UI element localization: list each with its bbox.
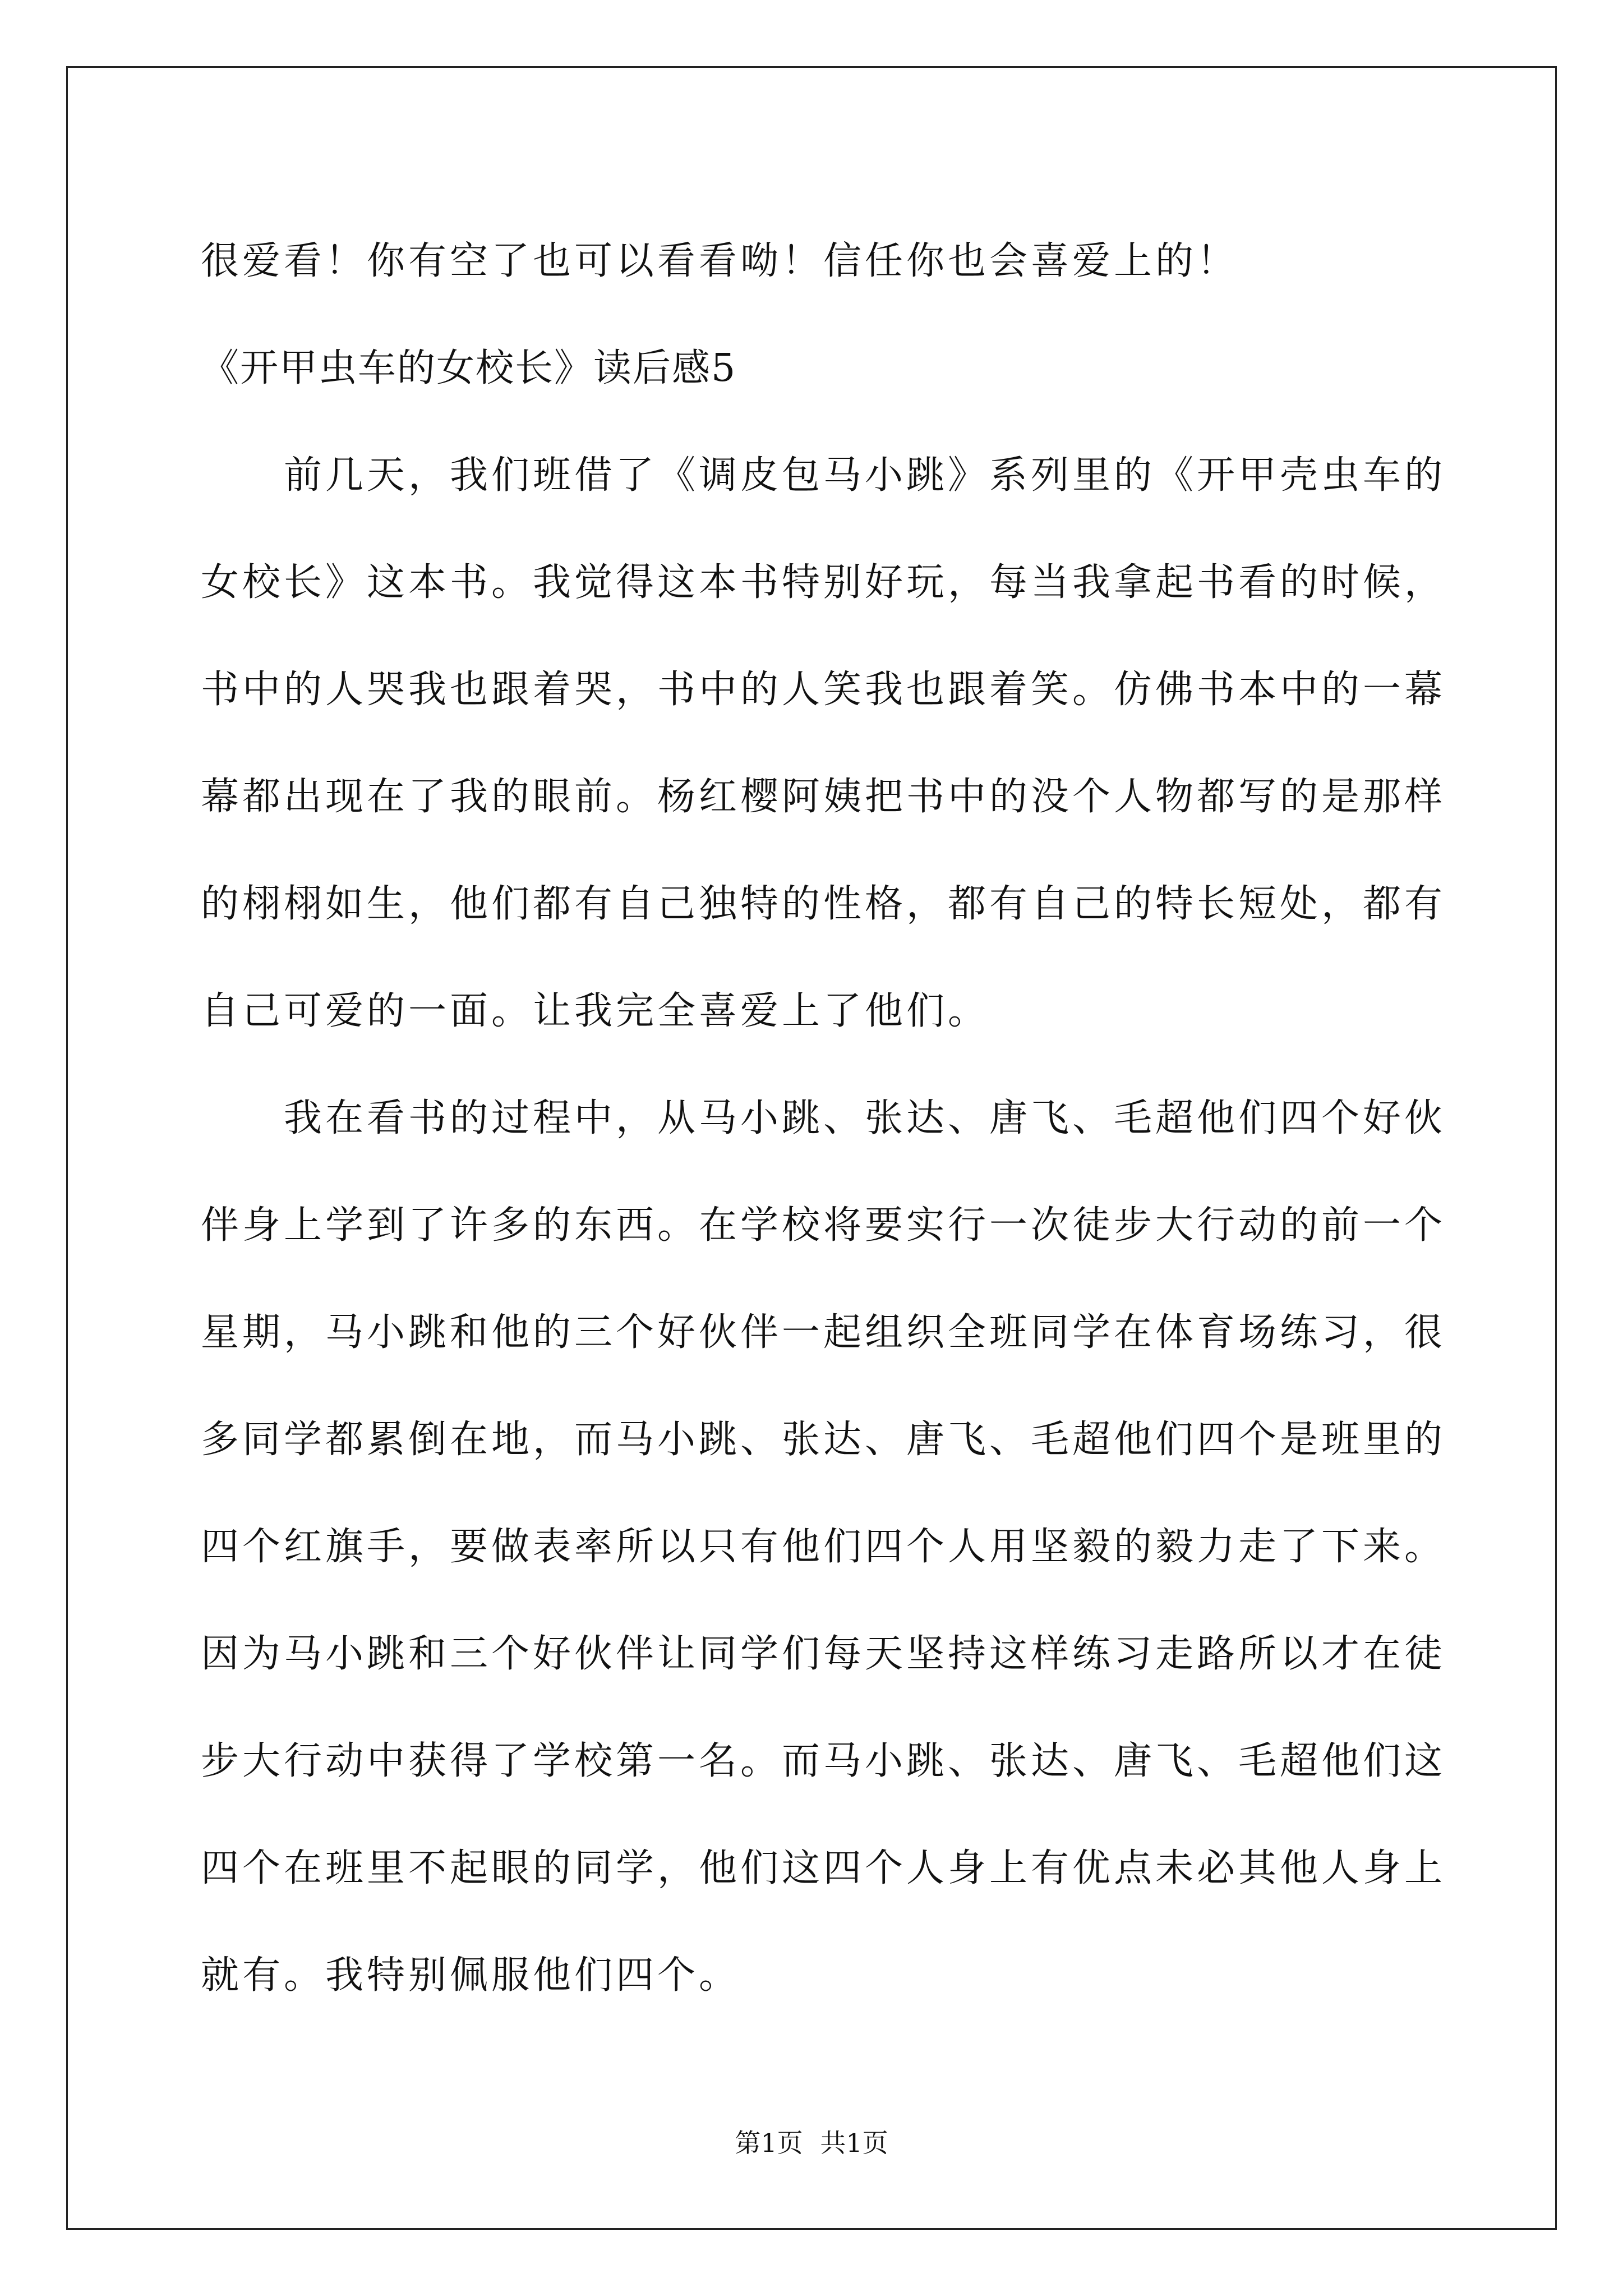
text-line: 因为马小跳和三个好伙伴让同学们每天坚持这样练习走路所以才在徒 (201, 1632, 1446, 1676)
text-line: 四个红旗手，要做表率所以只有他们四个人用坚毅的毅力走了下来。 (201, 1525, 1446, 1569)
document-body (201, 208, 1446, 2029)
text-line: 书中的人哭我也跟着哭，书中的人笑我也跟着笑。仿佛书本中的一幕 (201, 668, 1446, 712)
page-number: 第1页 (735, 2128, 803, 2158)
text-line: 自己可爱的一面。让我完全喜爱上了他们。 (201, 989, 990, 1033)
text-line: 多同学都累倒在地，而马小跳、张达、唐飞、毛超他们四个是班里的 (201, 1418, 1446, 1462)
text-line: 步大行动中获得了学校第一名。而马小跳、张达、唐飞、毛超他们这 (201, 1739, 1446, 1783)
text-line: 伴身上学到了许多的东西。在学校将要实行一次徒步大行动的前一个 (201, 1203, 1446, 1248)
section-title: 《开甲虫车的女校长》读后感5 (201, 346, 737, 390)
paragraph-first-line: 我在看书的过程中，从马小跳、张达、唐飞、毛超他们四个好伙 (284, 1096, 1446, 1140)
text-line: 很爱看！你有空了也可以看看呦！信任你也会喜爱上的！ (201, 239, 1239, 283)
text-line: 四个在班里不起眼的同学，他们这四个人身上有优点未必其他人身上 (201, 1846, 1446, 1890)
page-footer (0, 2126, 1623, 2160)
text-line: 幕都出现在了我的眼前。杨红樱阿姨把书中的没个人物都写的是那样 (201, 775, 1446, 819)
paragraph-first-line: 前几天，我们班借了《调皮包马小跳》系列里的《开甲壳虫车的 (284, 453, 1446, 498)
text-line: 星期，马小跳和他的三个好伙伴一起组织全班同学在体育场练习，很 (201, 1310, 1446, 1355)
text-line: 就有。我特别佩服他们四个。 (201, 1953, 741, 1998)
text-line: 女校长》这本书。我觉得这本书特别好玩，每当我拿起书看的时候， (201, 560, 1446, 605)
text-line: 的栩栩如生，他们都有自己独特的性格，都有自己的特长短处，都有 (201, 882, 1446, 926)
page-total: 共1页 (820, 2128, 888, 2158)
